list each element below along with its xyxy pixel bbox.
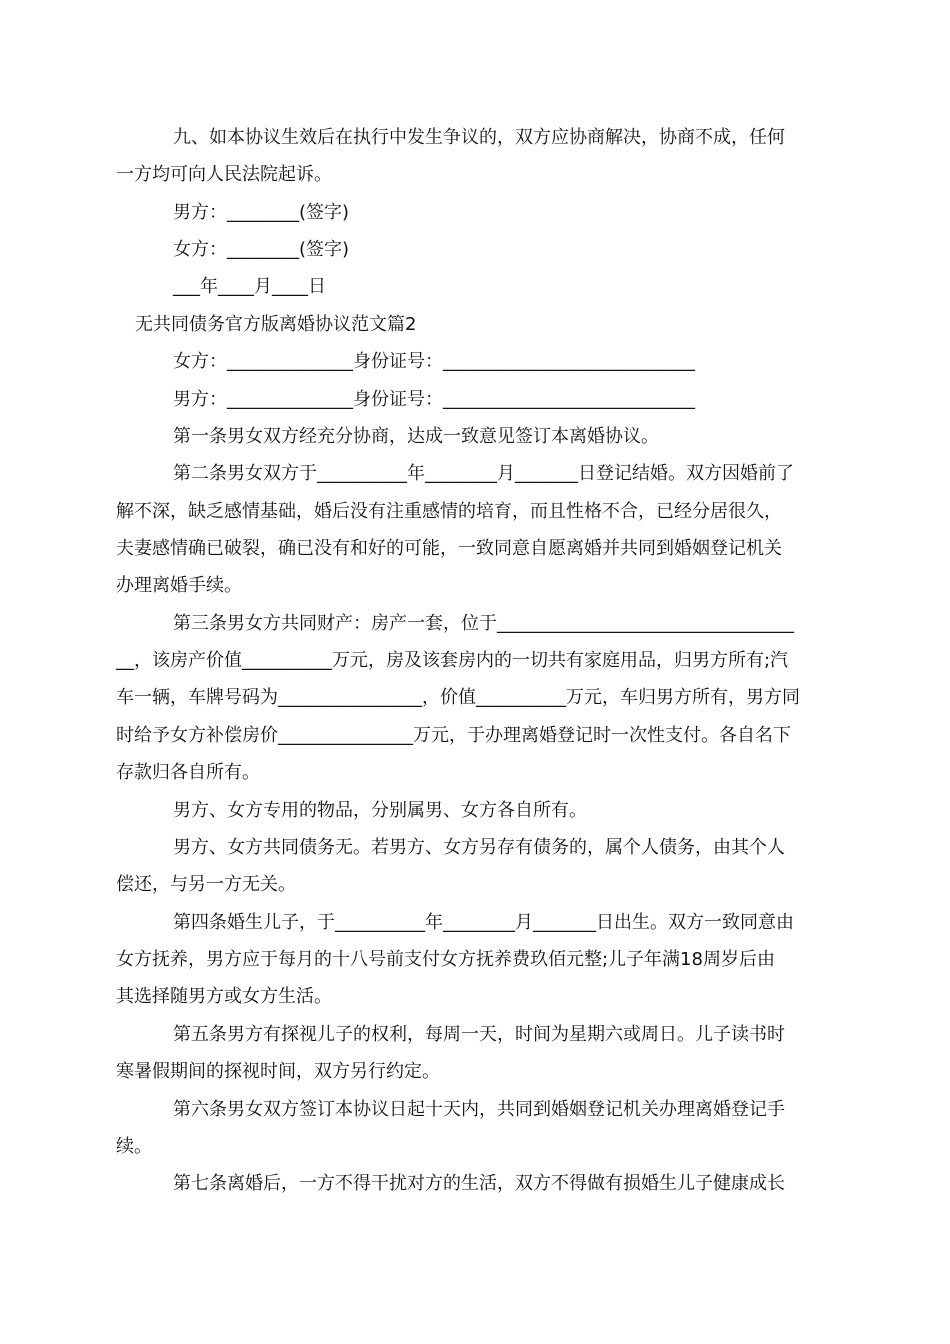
paragraph-line: 存款归各自所有。 (116, 762, 260, 783)
paragraph-line: __，该房产价值__________万元，房及该套房内的一切共有家庭用品，归男方所有;汽 (116, 650, 789, 671)
paragraph-line: 偿还，与另一方无关。 (116, 874, 296, 895)
paragraph-line: 夫妻感情确已破裂，确已没有和好的可能，一致同意自愿离婚并共同到婚姻登记机关 (116, 538, 782, 559)
paragraph-line: 第三条男女方共同财产：房产一套，位于_________________________________ (173, 613, 794, 634)
section-title: 无共同债务官方版离婚协议范文篇2 (135, 314, 417, 335)
paragraph-line: 第二条男女双方于__________年________月_______日登记结婚。双方因婚前了 (173, 463, 794, 484)
paragraph-line: 续。 (116, 1136, 152, 1157)
paragraph-line: 九、如本协议生效后在执行中发生争议的，双方应协商解决，协商不成，任何 (173, 127, 785, 148)
party-line-male: 男方：______________身份证号：____________________________ (173, 389, 695, 410)
paragraph-line: 解不深，缺乏感情基础，婚后没有注重感情的培育，而且性格不合，已经分居很久， (116, 501, 782, 522)
paragraph-line: 男方、女方共同债务无。若男方、女方另存有债务的，属个人债务，由其个人 (173, 837, 785, 858)
date-line: ___年____月____日 (173, 276, 326, 297)
paragraph-line: 男方、女方专用的物品，分别属男、女方各自所有。 (173, 800, 587, 821)
paragraph-line: 第六条男女双方签订本协议日起十天内，共同到婚姻登记机关办理离婚登记手 (173, 1099, 785, 1120)
paragraph-line: 一方均可向人民法院起诉。 (116, 164, 332, 185)
paragraph-line: 第五条男方有探视儿子的权利，每周一天，时间为星期六或周日。儿子读书时 (173, 1024, 785, 1045)
party-line-female: 女方：______________身份证号：____________________________ (173, 351, 695, 372)
paragraph-line: 办理离婚手续。 (116, 575, 242, 596)
paragraph-line: 第七条离婚后，一方不得干扰对方的生活，双方不得做有损婚生儿子健康成长 (173, 1173, 785, 1194)
paragraph-line: 第四条婚生儿子，于__________年________月_______日出生。双方一致同意由 (173, 912, 794, 933)
signature-line-male: 男方：________(签字) (173, 202, 350, 223)
paragraph-line: 寒暑假期间的探视时间，双方另行约定。 (116, 1061, 440, 1082)
signature-line-female: 女方：________(签字) (173, 239, 350, 260)
paragraph-line: 其选择随男方或女方生活。 (116, 986, 332, 1007)
paragraph-line: 时给予女方补偿房价_______________万元，于办理离婚登记时一次性支付。各自名下 (116, 725, 791, 746)
paragraph-line: 车一辆，车牌号码为________________，价值__________万元，车归男方所有，男方同 (116, 687, 800, 708)
paragraph-line: 第一条男女双方经充分协商，达成一致意见签订本离婚协议。 (173, 426, 659, 447)
paragraph-line: 女方抚养，男方应于每月的十八号前支付女方抚养费玖佰元整;儿子年满18周岁后由 (116, 949, 775, 970)
